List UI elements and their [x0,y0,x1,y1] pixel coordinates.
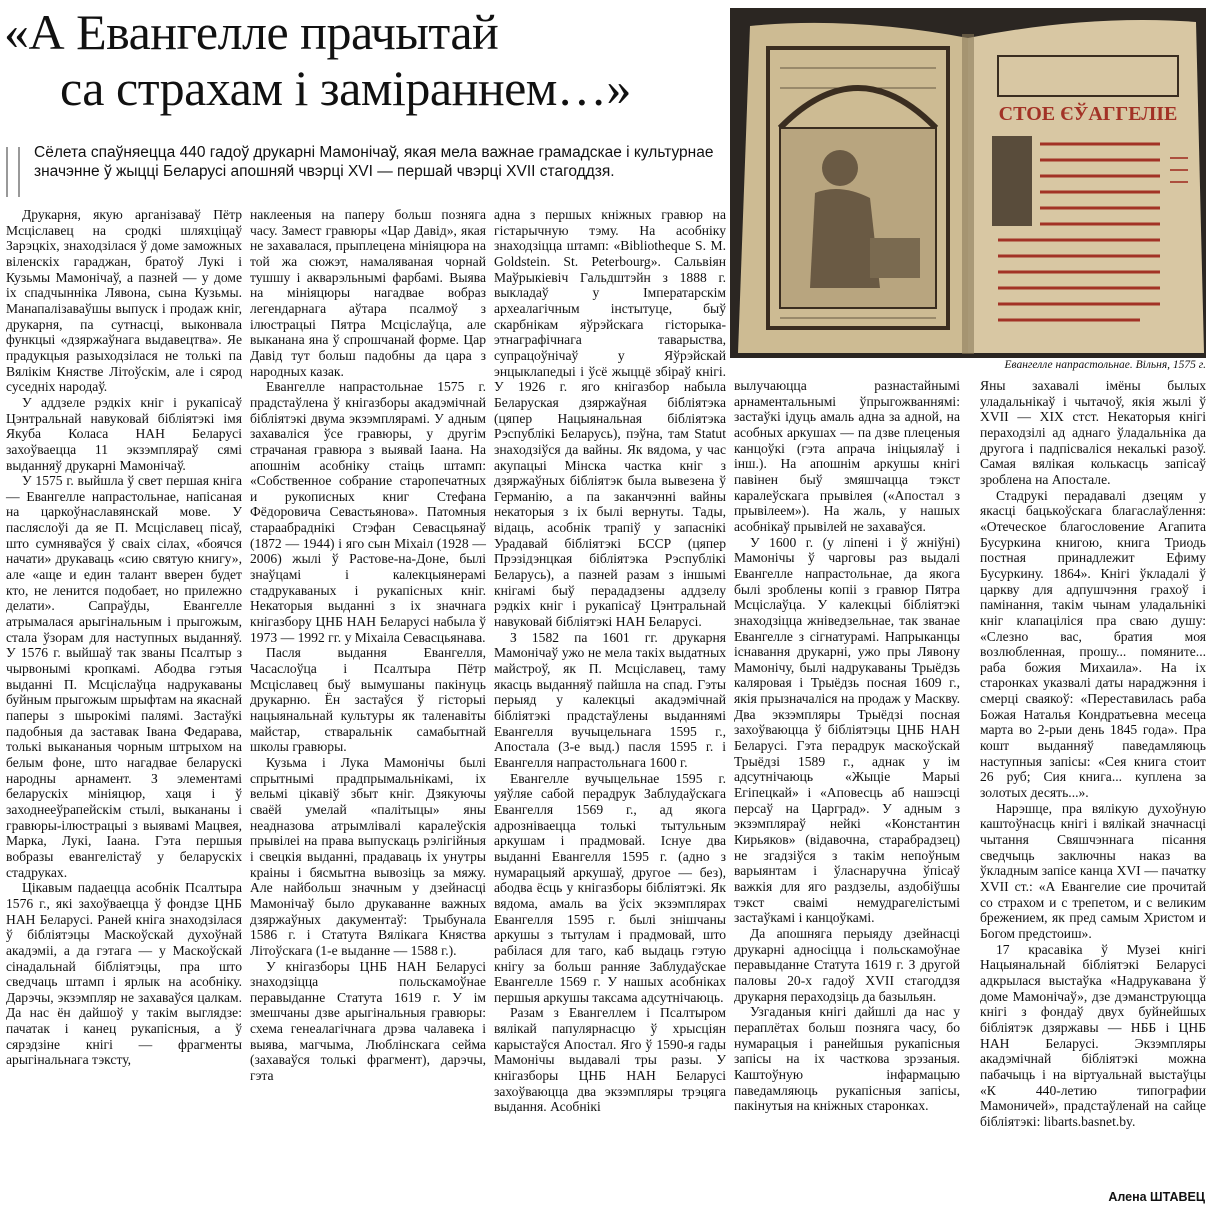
paragraph: У 1600 г. (у ліпені і ў жніўні) Мамонічы ў чарговы раз выдалі Евангелле напрастольнае, да якога былі зроблены копіі з гравюр Пятра Мсціслаўца. У калекцыі бібліятэкі знаходзіцца жніведзельнае, так званае Евангелле з сігнатурамі. Напрыканцы існавання друкарні, ужо пры Лявону Мамонічу, былі надрукаваны Трыёдзь каляровая і Трыёдзь посная 1609 г., якія прызначаліся на продаж у Маскву. Два экзэмпляры Трыёдзі посная захоўваюцца ў бібліятэцы ЦНБ НАН Беларусі. Гэта перадрук маскоўскай Трыёдзі 1589 г., аднак у ім адсутнічаюць «Жыціе Марыі Егіпецкай» і «Аповесць аб нашэсці персаў на Царград». У адным з экзэмпляраў нейкі «Константин Кирьяков» (відавочна, старабрадзец) не згадзіўся з такім непоўным варыянтам і ўласнаручна ўпісаў важкія для яго раздзелы, аздобіўшы тэкст сваімі немудрагелістымі застаўкамі і канцоўкамі. [734,534,960,926]
paragraph: 17 красавіка ў Музеі кнігі Нацыянальнай бібліятэкі Беларусі адкрылася выстаўка «Надрукавана ў доме Мамонічаў», дзе дэманструюцца кнігі з фондаў двух буйнейшых бібліятэк дзяржавы — НББ і ЦНБ НАН Беларусі. Экзэмпляры акадэмічнай бібліятэкі можна пабачыць і на віртуальнай выстаўцы «К 440-летию типографии Мамоничей», прадстаўленай на сайце бібліятэкі: libarts.basnet.by. [980,941,1206,1129]
paragraph: Евангелле вучыцельнае 1595 г. уяўляе сабой перадрук Заблудаўскага Евангелля 1569 г., ад якога адрозніваецца толькі тытульным аркушам і прадмовай. Існуе два выданні Евангелля 1595 г. (адно з нумарацыяй аркушаў, другое — без), абодва ёсць у кнігазборы бібліятэкі. Як вядома, амаль ва ўсіх экзэмплярах Евангелля 1595 г. былі знішчаны аркушы з тытулам і прадмовай, што рабілася для таго, каб выдаць гэтую кнігу за больш ранняе Заблудаўскае Евангелле 1569 г. У нашых асобніках першыя аркушы таксама адсутнічаюць. [494,770,726,1005]
paragraph: Стадрукі перадавалі дзецям у якасці бацькоўскага благаслаўлення: «Отеческое благословение Агапита Бусуркина книгою, книга Триодь постная принадлежит Ефиму Бусуркину. 1864». Кнігі ўкладалі ў царкву для адпушчэння грахоў і памінання, такім чынам уладальнікі кніг клапаціліся пра сваю душу: «Слезно вас, братия моя возлюбленная, прошу... помяните... раба божия Михаила». На іх старонках указвалі даты нараджэння і смерці сваякоў: «Переставилась раба Божая Наталья Кондратьевна месеца марта во 2-рыи день 1845 года». Пра кошт выданняў паведамляюць наступныя запісы: «Сея книга стоит 26 руб; Сия книга... куплена за золотых десять...». [980,487,1206,801]
paragraph: Нарэшце, пра вялікую духоўную каштоўнасць кнігі і вялікай значнасці чытання Свяшчэннага пісання сведчыць заключны наказ ва ўкладным запісе канца XVI — пачатку XVII ст.: «А Евангелие сие прочитай со страхом и с трепетом, и с великим брежением, як пред самым Христом и Богом предстоиш». [980,800,1206,941]
paragraph: вылучаюцца разнастайнымі арнаментальнымі ўпрыгожваннямі: застаўкі ідуць амаль адна за адной, на асобных аркушах — па дзве плеценыя канцоўкі (гэта апрача ініцыялаў і інш.). На апошнім аркушы кнігі павінен быў змяшчацца тэкст каралеўскага прывілея («Апостал з прывілеем»). На жаль, у нашых асобнікаў прывілей не захаваўся. [734,378,960,534]
paragraph: З 1582 па 1601 гг. друкарня Мамонічаў ужо не мела такіх выдатных майстроў, як П. Мсціславец, таму якасць выданняў пайшла на спад. Гэты перыяд у калекцыі акадэмічнай бібліятэкі прадстаўлены выданнямі Евангелля вучыцельнага 1595 г., Апостала (3-е выд.) пасля 1595 г. і Евангелля напрастольнага 1600 г. [494,629,726,770]
paragraph: Пасля выдання Евангелля, Часаслоўца і Псалтыра Пётр Мсціславец быў вымушаны пакінуць друкарню. Ён застаўся ў гісторыі нацыянальнай культуры як таленавіты майстар, стваральнік самабытнай школы гравюры. [250,645,486,755]
article-column-4 [734,378,960,1114]
title-line-1: «А Евангелле прачытай [4,4,499,60]
paragraph: адна з першых кніжных гравюр на гістарычную тэму. На асобніку знаходзіцца штамп: «Bibliotheque S. M. Goldstein. St. Peterbourg». Сальвіян Маўрыкіевіч Гальдштэйн з 1888 г. выкладаў у Імператарскім археалагічным інстытуце, быў скарбнікам яўрэйскага гісторыка-этнаграфічнага таварыства, супрацоўнічаў у Яўрэйскай энцыклапедыі і ўсё жыццё збіраў кнігі. У 1926 г. яго кнігазбор набыла Беларуская дзяржаўная бібліятэка (цяпер Нацыянальная бібліятэка Рэспублікі Беларусь), пэўна, там Statut знаходзіўся да вайны. Як вядома, у час акупацыі Мінска частка кніг з дзяржаўных бібліятэк была вывезена ў Германію, а па заканчэнні вайны некаторыя з іх былі вернуты. Тады, відаць, асобнік трапіў у запаснікі Урадавай бібліятэкі БССР (цяпер Прэзідэнцкая бібліятэка Рэспублікі Беларусь), а пазней разам з іншымі кнігамі быў перададзены аддзелу рэдкіх кніг і рукапісаў Цэнтральнай навуковай бібліятэкі НАН Беларусі. [494,207,726,630]
author-signature: Алена ШТАВЕЦ [1108,1190,1205,1204]
paragraph: У аддзеле рэдкіх кніг і рукапісаў Цэнтральнай навуковай бібліятэкі імя Якуба Коласа НАН Беларусі захоўваецца 11 экзэмпляраў сямі выданняў друкарні Мамонічаў. [6,394,242,473]
lead-text: Сёлета спаўняецца 440 гадоў друкарні Мамонічаў, якая мела важнае грамадскае і культурнае значэнне ў жыцці Беларусі апошняй чвэрці XVI — першай чвэрці XVII стагоддзя. [34,144,714,180]
paragraph: Евангелле напрастольнае 1575 г. прадстаўлена ў кнігазборы акадэмічнай бібліятэкі двума экзэмплярамі. У адным захаваліся ўсе гравюры, у другім страчаная гравюра з выявай Іаана. На апошнім асобніку стаіць штамп: «Собственное собрание старопечатных и рукописных книг Стефана Фёдоровича Севастьянова». Патомныя стараабраднікі Стэфан Севасцьянаў (1872 — 1944) і яго сын Міхаіл (1928 — 2006) жылі ў Растове-на-Доне, былі знаўцамі і калекцыянерамі стадрукаваных і рукапісных кніг. Некаторыя выданні з іх значнага кнігазбору ЦНБ НАН Беларусі набыла ў 1973 — 1992 гг. у Міхаіла Севасцьянава. [250,379,486,645]
title-line-2: са страхам і заміраннем…» [60,60,631,116]
article-column-5 [980,378,1206,1130]
right-page-heading: СТОЕ ЄЎАГГЕЛІЕ [998,103,1178,125]
paragraph: Яны захавалі імёны былых уладальнікаў і чытачоў, якія жылі ў XVII — XIX стст. Некаторыя кнігі пераходзілі ад аднаго ўладальніка да другога і падпісваліся некалькі разоў. Самая вялікая колькасць запісаў зроблена на Апостале. [980,378,1206,487]
article-column-1 [6,207,242,1068]
photo-caption: Евангелле напрастольнае. Вільня, 1575 г. [1004,359,1206,371]
paragraph: Разам з Евангеллем і Псалтыром вялікай папулярнасцю ў хрысціян карыстаўся Апостал. Яго ў 1590-я гады Мамонічы выдавалі тры разы. У кнігазборы ЦНБ НАН Беларусі захоўваюцца два экзэмпляры трэцяга выдання. Асобнікі [494,1005,726,1115]
book-photo [730,8,1206,358]
article-column-2 [250,207,486,1084]
paragraph: У кнігазборы ЦНБ НАН Беларусі знаходзіцца польскамоўнае перавыданне Статута 1619 г. У ім змешчаны дзве арыгінальныя гравюры: схема генеалагічнага дрэва чалавека і выява, магчыма, Люблінскага сейма (захаваўся толькі фрагмент), дарэчы, гэта [250,958,486,1084]
open-book-illustration [730,8,1206,358]
article-title [4,4,724,116]
paragraph: Да апошняга перыяду дзейнасці друкарні адносіцца і польскамоўнае перавыданне Статута 1619 г. З другой паловы 20-х гадоў XVII стагоддзя друкарня пераходзіць да базыльян. [734,925,960,1004]
paragraph: наклееныя на паперу больш позняга часу. Замест гравюры «Цар Давід», якая не захавалася, прыплецена мініяцюра на той жа сюжэт, намаляваная чорнай тушшу і акварэльнымі фарбамі. Выява на мініяцюры нагадвае вобраз легендарнага аўтара псалмоў з ілюстрацыі Пятра Мсціслаўца, але выканана яна ў спрошчанай форме. Цар Давід тут больш падобны да цара з народных казак. [250,207,486,379]
paragraph: Кузьма і Лука Мамонічы былі спрытнымі прадпрымальнікамі, іх вельмі цікавіў збыт кніг. Дзякуючы сваёй умелай «палітыцы» яны неадназова атрымлівалі каралеўскія прывілеі на права выпускаць рэлігійныя і свецкія выданні, прадаваць іх унутры краіны і бясмытна вывозіць за мяжу. Але найбольш значным у дзейнасці Мамонічаў было друкаванне важных дзяржаўных дакументаў: Трыбунала 1586 г. і Статута Вялікага Княства Літоўскага (1-е выданне — 1588 г.). [250,754,486,958]
paragraph: Узгаданыя кнігі дайшлі да нас у пераплётах больш позняга часу, бо нумарацыя і ранейшыя рукапісныя запісы на іх часткова зрэзаныя. Каштоўную інфармацыю паведамляюць рукапісныя запісы, пакінутыя на кніжных старонках. [734,1004,960,1114]
article-lead [6,143,726,205]
paragraph: Друкарня, якую арганізаваў Пётр Мсціславец на сродкі шляхціцаў Зарэцкіх, знаходзілася ў доме заможных віленскіх гараджан, братоў Лукі і Кузьмы Мамонічаў, а пазней — у доме іх спадчынніка Лявона, сына Кузьмы. Манапалізаваўшы выпуск і продаж кніг, друкарня, па сутнасці, выконвала функцыі «дзяржаўнага выдавецтва». Яе прадукцыя разыходзілася не толькі па Вялікім Княстве Літоўскім, але і сярод суседніх народаў. [6,207,242,395]
paragraph: Цікавым падаецца асобнік Псалтыра 1576 г., які захоўваецца ў фондзе ЦНБ НАН Беларусі. Раней кніга знаходзілася ў бібліятэцы Маскоўскай духоўнай акадэміі, а да гэтага — у Маскоўскай сінадальнай бібліятэцы, пра што сведчаць штамп і ярлык на асобніку. Дарэчы, экзэмпляр не захаваўся цалкам. Да нас ён дайшоў у такім выглядзе: пачатак і канец рукапісныя, а ў сярэдзіне кнігі — фрагменты арыгінальнага тэксту, [6,880,242,1068]
lead-marker-icon [6,147,20,197]
paragraph: У 1575 г. выйшла ў свет першая кніга — Евангелле напрастольнае, напісаная на царкоўнаславянскай мове. У пасляслоўі да яе П. Мсціславец пісаў, што сумняваўся ў сваіх сілах, «боячся начати» друкаваць «сию святую книгу», але «аще и един талант вверен будет кто, не ленится подобает, но прилежно делати». Сапраўды, Евангелле атрымалася арыгінальным і прыгожым, стала ўзорам для наступных выданняў. У 1576 г. выйшаў так званы Псалтыр з чырвонымі кропкамі. Абодва гэтыя выданні П. Мсціслаўца надрукаваны буйным прыгожым шрыфтам на якаснай паперы з шырокімі палямі. Застаўкі падобныя да заставак Івана Федарава, толькі выкананыя чорным штрыхом на белым фоне, што нагадвае беларускі народны арнамент. З элементамі беларускіх мініяцюр, хаця і ў заходнееўрапейскім стылі, выкананы і гравюры-ілюстрацыі з выявамі Мацвея, Марка, Лукі, Іаана. Гэта першыя вобразы евангелістаў у беларускіх стадруках. [6,473,242,880]
article-column-3 [494,207,726,1115]
